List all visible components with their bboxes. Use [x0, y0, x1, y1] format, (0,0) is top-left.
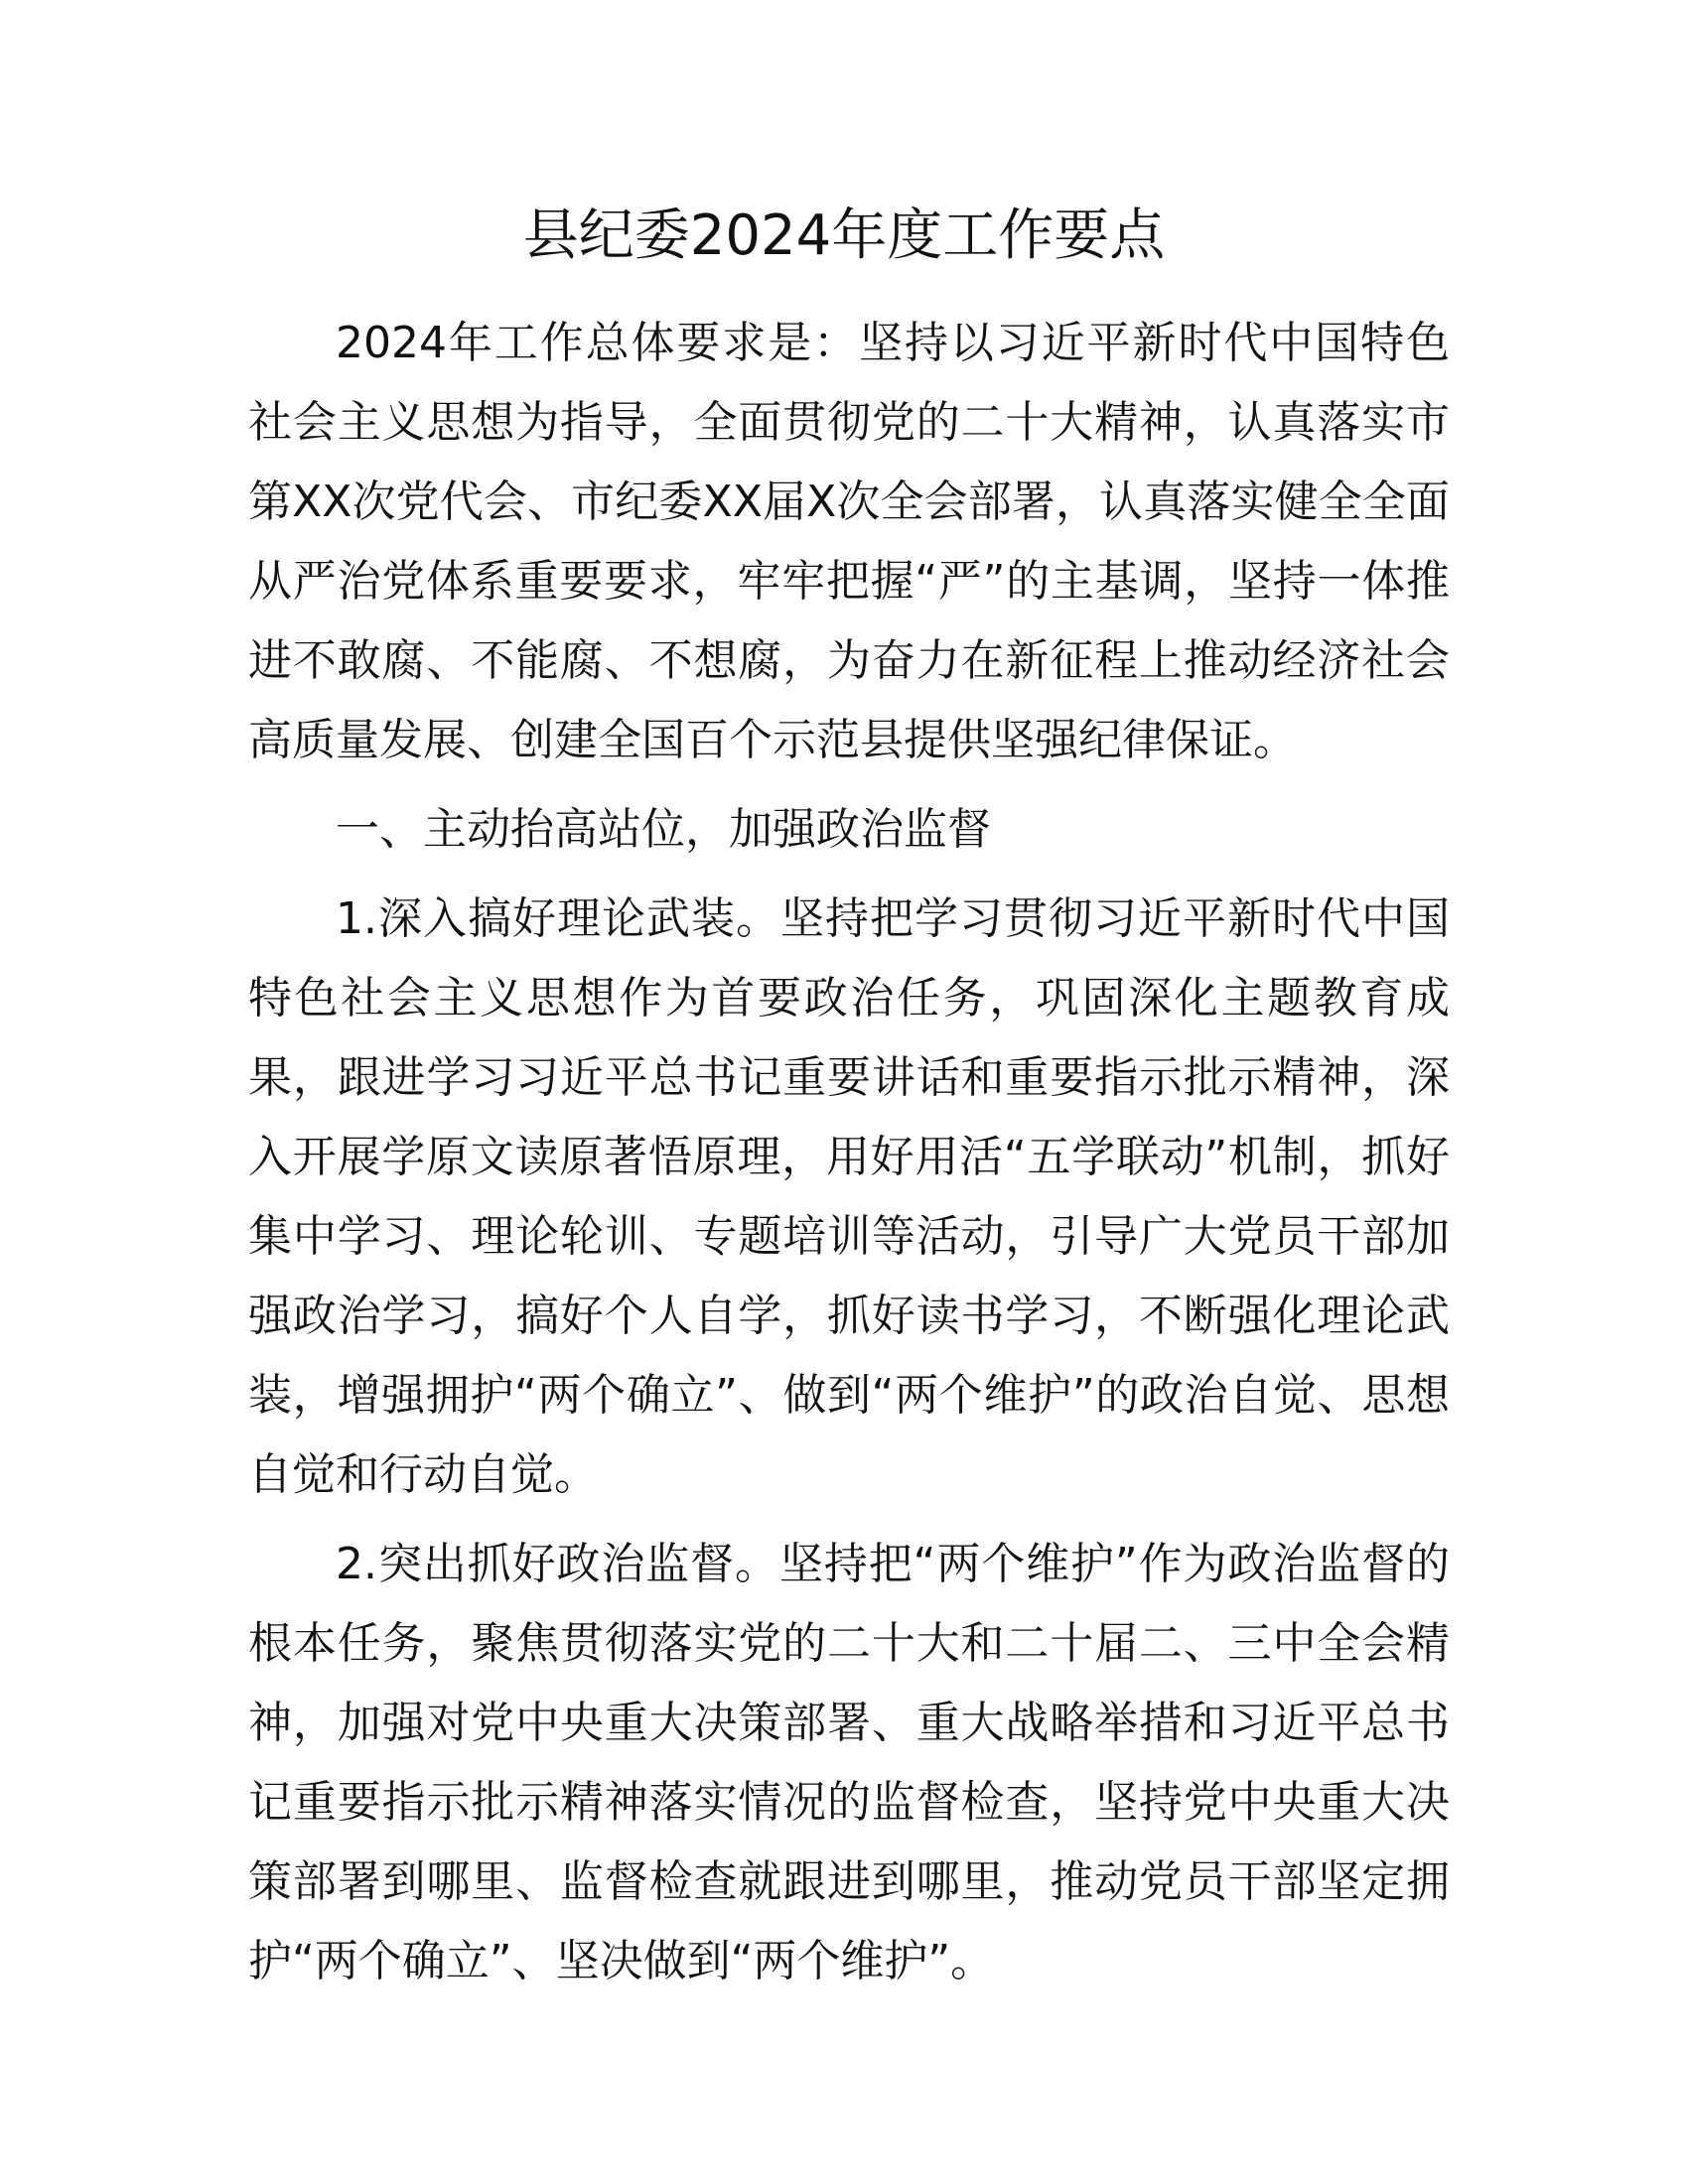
document-body — [248, 304, 1450, 2001]
section-heading-1: 一、主动抬高站位，加强政治监督 — [336, 804, 991, 855]
paragraph-item-2: 2.突出抓好政治监督。坚持把“两个维护”作为政治监督的根本任务，聚焦贯彻落实党的二十大和二十届二、三中全会精神，加强对党中央重大决策部署、重大战略举措和习近平总书记重要指示批示精神落实情况的监督检查，坚持党中央重大决策部署到哪里、监督检查就跟进到哪里，推动党员干部坚定拥护“两个确立”、坚决做到“两个维护”。 — [248, 1539, 1450, 1986]
paragraph-overall-requirements: 2024年工作总体要求是：坚持以习近平新时代中国特色社会主义思想为指导，全面贯彻党的二十大精神，认真落实市第XX次党代会、市纪委XX届X次全会部署，认真落实健全全面从严治党体系重要要求，牢牢把握“严”的主基调，坚持一体推进不敢腐、不能腐、不想腐，为奋力在新征程上推动经济社会高质量发展、创建全国百个示范县提供坚强纪律保证。 — [248, 318, 1450, 765]
document-title: 县纪委2024年度工作要点 — [522, 204, 1166, 268]
paragraph-item-1: 1.深入搞好理论武装。坚持把学习贯彻习近平新时代中国特色社会主义思想作为首要政治任务，巩固深化主题教育成果，跟进学习习近平总书记重要讲话和重要指示批示精神，深入开展学原文读原著悟原理，用好用活“五学联动”机制，抓好集中学习、理论轮训、专题培训等活动，引导广大党员干部加强政治学习，搞好个人自学，抓好读书学习，不断强化理论武装，增强拥护“两个确立”、做到“两个维护”的政治自觉、思想自觉和行动自觉。 — [248, 893, 1450, 1500]
